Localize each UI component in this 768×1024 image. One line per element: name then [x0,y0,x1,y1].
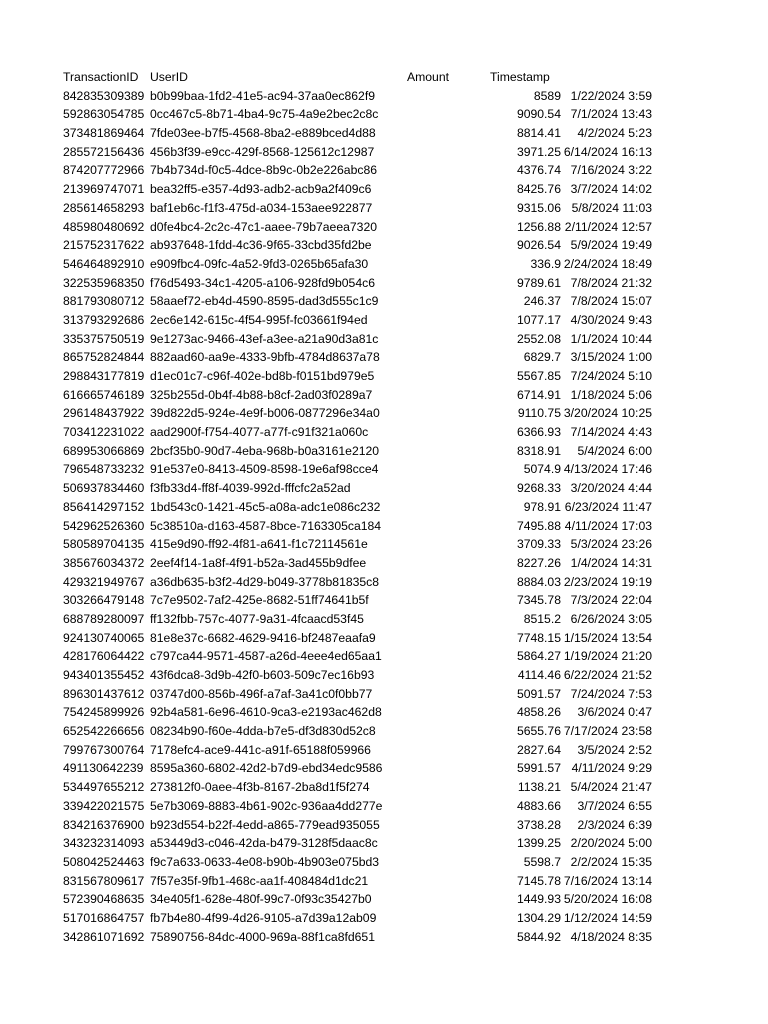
user-id-cell[interactable]: 7178efc4-ace9-441c-a91f-65188f059966 [150,742,371,757]
user-id-cell[interactable]: 325b255d-0b4f-4b88-b8cf-2ad03f0289a7 [150,387,373,402]
amount-cell[interactable]: 1449.93 [516,892,561,907]
transaction-id-cell[interactable]: 580589704135 [63,537,145,552]
amount-cell[interactable]: 3738.28 [516,817,561,832]
amount-cell[interactable]: 9789.61 [516,275,561,290]
user-id-cell[interactable]: fb7b4e80-4f99-4d26-9105-a7d39a12ab09 [150,910,377,925]
table-row [63,741,663,760]
transaction-id-cell[interactable]: 831567809617 [63,873,145,888]
user-id-cell[interactable]: ff132fbb-757c-4077-9a31-4fcaacd53f45 [150,611,364,626]
amount-cell[interactable]: 3971.25 [516,144,561,159]
transaction-id-cell[interactable]: 313793292686 [63,312,145,327]
amount-cell[interactable]: 1256.88 [516,219,561,234]
amount-cell[interactable]: 8589 [533,88,561,103]
transaction-id-cell[interactable]: 856414297152 [63,499,145,514]
transaction-id-cell[interactable]: 429321949767 [63,574,145,589]
timestamp-cell[interactable]: 1/4/2024 14:31 [570,555,652,570]
transaction-id-cell[interactable]: 343232314093 [63,836,145,851]
transaction-id-cell[interactable]: 796548733232 [63,462,145,477]
timestamp-cell[interactable]: 7/17/2024 23:58 [563,724,652,739]
table-row [63,703,663,722]
user-id-cell[interactable]: 1bd543c0-1421-45c5-a08a-adc1e086c232 [150,499,381,514]
amount-cell[interactable]: 978.91 [523,499,561,514]
transaction-id-cell[interactable]: 842835309389 [63,88,145,103]
amount-cell[interactable]: 3709.33 [516,537,561,552]
amount-cell[interactable]: 246.37 [523,294,561,309]
table-row [63,647,663,666]
amount-cell[interactable]: 6366.93 [516,425,561,440]
transaction-id-cell[interactable]: 373481869464 [63,126,145,141]
table-row [63,722,663,741]
table-row [63,199,663,218]
amount-cell[interactable]: 5091.57 [516,686,561,701]
table-row [63,404,663,423]
transaction-id-cell[interactable]: 865752824844 [63,350,145,365]
table-row [63,311,663,330]
amount-cell[interactable]: 9026.54 [516,238,561,253]
transaction-id-cell[interactable]: 874207772966 [63,163,145,178]
timestamp-cell[interactable]: 2/3/2024 6:39 [577,817,652,832]
transaction-id-cell[interactable]: 592863054785 [63,107,145,122]
header-transaction-id[interactable]: TransactionID [63,70,139,84]
timestamp-cell[interactable]: 5/9/2024 19:49 [570,238,652,253]
table-row [63,460,663,479]
timestamp-cell[interactable]: 6/22/2024 21:52 [563,668,652,682]
table-row [63,853,663,872]
amount-cell[interactable]: 5844.92 [516,929,561,944]
amount-cell[interactable]: 1304.29 [516,910,561,925]
timestamp-cell[interactable]: 5/4/2024 6:00 [577,443,652,458]
table-row [63,591,663,610]
spreadsheet [63,68,663,946]
timestamp-cell[interactable]: 3/7/2024 6:55 [577,798,652,813]
transaction-id-cell[interactable]: 834216376900 [63,817,145,832]
transaction-id-cell[interactable]: 881793080712 [63,294,145,309]
amount-cell[interactable]: 1138.21 [517,780,561,795]
timestamp-cell[interactable]: 4/18/2024 8:35 [570,929,652,944]
table-row [63,872,663,891]
amount-cell[interactable]: 4858.26 [516,705,561,720]
transaction-id-cell[interactable]: 799767300764 [63,742,145,757]
user-id-cell[interactable]: 2eef4f14-1a8f-4f91-b52a-3ad455b9dfee [150,555,367,570]
transaction-id-cell[interactable]: 703412231022 [63,425,145,440]
user-id-cell[interactable]: 2bcf35b0-90d7-4eba-968b-b0a3161e2120 [150,443,380,458]
table-row [63,236,663,255]
transaction-id-cell[interactable]: 298843177819 [63,369,145,383]
timestamp-cell[interactable]: 7/24/2024 7:53 [570,686,652,701]
transaction-id-cell[interactable]: 339422021575 [63,798,145,813]
user-id-cell[interactable]: d1ec01c7-c96f-402e-bd8b-f0151bd979e5 [150,369,375,383]
user-id-cell[interactable]: a53449d3-c046-42da-b479-3128f5daac8c [150,836,378,851]
user-id-cell[interactable]: 81e8e37c-6682-4629-9416-bf2487eaafa9 [150,630,376,645]
amount-cell[interactable]: 8814.41 [516,126,561,141]
table-row [63,554,663,573]
timestamp-cell[interactable]: 5/4/2024 21:47 [570,780,652,795]
amount-cell[interactable]: 1077.17 [516,312,561,327]
table-row [63,218,663,237]
header-user-id[interactable]: UserID [150,70,188,84]
amount-cell[interactable]: 2552.08 [516,331,561,346]
table-row [63,909,663,928]
timestamp-cell[interactable]: 1/1/2024 10:44 [570,331,652,346]
user-id-cell[interactable]: 39d822d5-924e-4e9f-b006-0877296e34a0 [150,406,380,421]
timestamp-cell[interactable]: 7/14/2024 4:43 [570,425,652,440]
table-row [63,685,663,704]
user-id-cell[interactable]: e909fbc4-09fc-4a52-9fd3-0265b65afa30 [150,256,369,271]
amount-cell[interactable]: 4114.46 [517,668,561,682]
table-row [63,535,663,554]
transaction-id-cell[interactable]: 428176064422 [63,649,145,664]
timestamp-cell[interactable]: 4/2/2024 5:23 [577,126,652,141]
table-row [63,629,663,648]
timestamp-cell[interactable]: 2/11/2024 12:57 [564,219,652,234]
transaction-id-cell[interactable]: 943401355452 [63,668,145,682]
transaction-id-cell[interactable]: 342861071692 [63,929,145,944]
transaction-id-cell[interactable]: 296148437922 [63,406,145,421]
table-row [63,180,663,199]
transaction-id-cell[interactable]: 572390468635 [63,892,145,907]
transaction-id-cell[interactable]: 491130642239 [63,761,144,776]
amount-cell[interactable]: 8884.03 [516,574,561,589]
table-row [63,255,663,274]
user-id-cell[interactable]: 08234b90-f60e-4dda-b7e5-df3d830d52c8 [150,724,376,739]
user-id-cell[interactable]: 7b4b734d-f0c5-4dce-8b9c-0b2e226abc86 [150,163,378,178]
timestamp-cell[interactable]: 5/20/2024 16:08 [563,892,652,907]
timestamp-cell[interactable]: 6/14/2024 16:13 [563,144,652,159]
amount-cell[interactable]: 9315.06 [516,200,561,215]
transaction-id-cell[interactable]: 754245899926 [63,705,145,720]
user-id-cell[interactable]: 273812f0-0aee-4f3b-8167-2ba8d1f5f274 [150,780,370,795]
amount-cell[interactable]: 8425.76 [516,182,561,197]
amount-cell[interactable]: 336.9 [530,256,561,271]
user-id-cell[interactable]: aad2900f-f754-4077-a77f-c91f321a060c [150,425,369,440]
user-id-cell[interactable]: 7c7e9502-7af2-425e-8682-51ff74641b5f [150,593,369,608]
table-row [63,87,663,106]
amount-cell[interactable]: 5655.76 [516,724,561,739]
transaction-id-cell[interactable]: 215752317622 [63,238,145,253]
user-id-cell[interactable]: f76d5493-34c1-4205-a106-928fd9b054c6 [150,275,375,290]
timestamp-cell[interactable]: 7/3/2024 22:04 [570,593,652,608]
transaction-id-cell[interactable]: 924130740065 [63,630,145,645]
timestamp-cell[interactable]: 7/16/2024 3:22 [570,163,652,178]
amount-cell[interactable]: 8318.91 [516,443,561,458]
transaction-id-cell[interactable]: 508042524463 [63,854,145,869]
transaction-id-cell[interactable]: 517016864757 [63,910,145,925]
timestamp-cell[interactable]: 7/8/2024 15:07 [570,294,652,309]
user-id-cell[interactable]: 2ec6e142-615c-4f54-995f-fc03661f94ed [150,312,368,327]
timestamp-cell[interactable]: 1/15/2024 13:54 [563,630,652,645]
user-id-cell[interactable]: 8595a360-6802-42d2-b7d9-ebd34edc9586 [150,761,383,776]
transaction-id-cell[interactable]: 485980480692 [63,219,145,234]
user-id-cell[interactable]: 456b3f39-e9cc-429f-8568-125612c12987 [150,144,375,159]
timestamp-cell[interactable]: 3/6/2024 0:47 [577,705,652,720]
amount-cell[interactable]: 9090.54 [516,107,561,122]
timestamp-cell[interactable]: 4/13/2024 17:46 [563,462,652,477]
table-row [63,816,663,835]
transaction-id-cell[interactable]: 335375750519 [63,331,145,346]
table-row [63,274,663,293]
table-row [63,423,663,442]
amount-cell[interactable]: 7495.88 [516,518,561,533]
table-row [63,161,663,180]
user-id-cell[interactable]: 7fde03ee-b7f5-4568-8ba2-e889bced4d88 [150,126,376,141]
amount-cell[interactable]: 5864.27 [516,649,561,664]
header-amount[interactable]: Amount [407,70,450,84]
timestamp-cell[interactable]: 7/16/2024 13:14 [563,873,652,888]
timestamp-cell[interactable]: 3/7/2024 14:02 [570,182,652,197]
timestamp-cell[interactable]: 7/24/2024 5:10 [570,369,652,383]
table-row [63,797,663,816]
timestamp-cell[interactable]: 1/22/2024 3:59 [570,88,652,103]
transaction-id-cell[interactable]: 896301437612 [63,686,145,701]
transaction-id-cell[interactable]: 385676034372 [63,555,145,570]
timestamp-cell[interactable]: 7/8/2024 21:32 [570,275,652,290]
table-body [63,87,663,947]
table-row [63,778,663,797]
amount-cell[interactable]: 9110.75 [517,406,561,421]
user-id-cell[interactable]: 03747d00-856b-496f-a7af-3a41c0f0bb77 [150,686,373,701]
timestamp-cell[interactable]: 6/26/2024 3:05 [570,611,652,626]
transaction-id-cell[interactable]: 303266479148 [63,593,145,608]
table-row [63,517,663,536]
table-row [63,442,663,461]
transaction-id-cell[interactable]: 652542266656 [63,724,145,739]
timestamp-cell[interactable]: 3/20/2024 4:44 [570,481,652,496]
user-id-cell[interactable]: 75890756-84dc-4000-969a-88f1ca8fd651 [150,929,375,944]
table-row [63,124,663,143]
timestamp-cell[interactable]: 4/11/2024 9:29 [571,761,652,776]
user-id-cell[interactable]: b0b99baa-1fd2-41e5-ac94-37aa0ec862f9 [150,88,375,103]
transaction-id-cell[interactable]: 506937834460 [63,481,145,496]
user-id-cell[interactable]: 415e9d90-ff92-4f81-a641-f1c72114561e [150,537,368,552]
table-row [63,143,663,162]
user-id-cell[interactable]: 7f57e35f-9fb1-468c-aa1f-408484d1dc21 [150,873,369,888]
amount-cell[interactable]: 8515.2 [523,611,561,626]
table-row [63,330,663,349]
user-id-cell[interactable]: 92b4a581-6e96-4610-9ca3-e2193ac462d8 [150,705,382,720]
timestamp-cell[interactable]: 3/5/2024 2:52 [577,742,652,757]
amount-cell[interactable]: 6829.7 [523,350,561,365]
amount-cell[interactable]: 7748.15 [516,630,561,645]
user-id-cell[interactable]: d0fe4bc4-2c2c-47c1-aaee-79b7aeea7320 [150,219,378,234]
timestamp-cell[interactable]: 3/20/2024 10:25 [563,406,652,421]
transaction-id-cell[interactable]: 688789280097 [63,611,145,626]
user-id-cell[interactable]: 9e1273ac-9466-43ef-a3ee-a21a90d3a81c [150,331,379,346]
user-id-cell[interactable]: f3fb33d4-ff8f-4039-992d-fffcfc2a52ad [150,481,351,496]
header-row [63,68,663,87]
transaction-id-cell[interactable]: 322535968350 [63,275,145,290]
transaction-id-cell[interactable]: 285614658293 [63,200,145,215]
user-id-cell[interactable]: 882aad60-aa9e-4333-9bfb-4784d8637a78 [150,350,380,365]
user-id-cell[interactable]: bea32ff5-e357-4d93-adb2-acb9a2f409c6 [150,182,372,197]
amount-cell[interactable]: 8227.26 [516,555,561,570]
amount-cell[interactable]: 4376.74 [516,163,561,178]
header-timestamp[interactable]: Timestamp [490,70,550,84]
amount-cell[interactable]: 5598.7 [523,854,561,869]
amount-cell[interactable]: 5567.85 [516,369,561,383]
table-row [63,367,663,386]
table-row [63,105,663,124]
timestamp-cell[interactable]: 1/18/2024 5:06 [570,387,652,402]
timestamp-cell[interactable]: 2/20/2024 5:00 [570,836,652,851]
transaction-id-cell[interactable]: 546464892910 [63,256,145,271]
transaction-id-cell[interactable]: 285572156436 [63,144,145,159]
timestamp-cell[interactable]: 2/2/2024 15:35 [570,854,652,869]
user-id-cell[interactable]: baf1eb6c-f1f3-475d-a034-153aee922877 [150,200,373,215]
amount-cell[interactable]: 5074.9 [523,462,561,477]
user-id-cell[interactable]: 43f6dca8-3d9b-42f0-b603-509c7ec16b93 [150,668,375,682]
user-id-cell[interactable]: 91e537e0-8413-4509-8598-19e6af98cce4 [150,462,379,477]
transaction-id-cell[interactable]: 542962526360 [63,518,145,533]
timestamp-cell[interactable]: 4/30/2024 9:43 [570,312,652,327]
timestamp-cell[interactable]: 3/15/2024 1:00 [570,350,652,365]
transaction-id-cell[interactable]: 689953066869 [63,443,145,458]
amount-cell[interactable]: 1399.25 [516,836,561,851]
table-row [63,573,663,592]
transaction-id-cell[interactable]: 213969747071 [63,182,145,197]
table-row [63,928,663,947]
timestamp-cell[interactable]: 4/11/2024 17:03 [564,518,652,533]
user-id-cell[interactable]: 58aaef72-eb4d-4590-8595-dad3d555c1c9 [150,294,379,309]
table-row [63,666,663,685]
table-row [63,610,663,629]
timestamp-cell[interactable]: 2/24/2024 18:49 [563,256,652,271]
timestamp-cell[interactable]: 5/8/2024 11:03 [571,200,652,215]
table-row [63,498,663,517]
amount-cell[interactable]: 7145.78 [516,873,561,888]
user-id-cell[interactable]: b923d554-b22f-4edd-a865-779ead935055 [150,817,380,832]
amount-cell[interactable]: 7345.78 [516,593,561,608]
timestamp-cell[interactable]: 1/19/2024 21:20 [563,649,652,664]
timestamp-cell[interactable]: 7/1/2024 13:43 [570,107,652,122]
timestamp-cell[interactable]: 2/23/2024 19:19 [563,574,652,589]
amount-cell[interactable]: 5991.57 [516,761,561,776]
table-row [63,348,663,367]
timestamp-cell[interactable]: 6/23/2024 11:47 [564,499,652,514]
transaction-id-cell[interactable]: 534497655212 [63,780,145,795]
table-row [63,292,663,311]
user-id-cell[interactable]: 5c38510a-d163-4587-8bce-7163305ca184 [150,518,382,533]
user-id-cell[interactable]: c797ca44-9571-4587-a26d-4eee4ed65aa1 [150,649,382,664]
amount-cell[interactable]: 2827.64 [516,742,561,757]
user-id-cell[interactable]: 34e405f1-628e-480f-99c7-0f93c35427b0 [150,892,372,907]
amount-cell[interactable]: 6714.91 [516,387,561,402]
transaction-id-cell[interactable]: 616665746189 [63,387,145,402]
table-row [63,834,663,853]
user-id-cell[interactable]: 0cc467c5-8b71-4ba4-9c75-4a9e2bec2c8c [150,107,379,122]
user-id-cell[interactable]: f9c7a633-0633-4e08-b90b-4b903e075bd3 [150,854,380,869]
table-row [63,759,663,778]
amount-cell[interactable]: 9268.33 [516,481,561,496]
user-id-cell[interactable]: a36db635-b3f2-4d29-b049-3778b81835c8 [150,574,380,589]
table-row [63,479,663,498]
table-row [63,890,663,909]
timestamp-cell[interactable]: 1/12/2024 14:59 [563,910,652,925]
amount-cell[interactable]: 4883.66 [516,798,561,813]
table-row [63,386,663,405]
user-id-cell[interactable]: 5e7b3069-8883-4b61-902c-936aa4dd277e [150,798,383,813]
user-id-cell[interactable]: ab937648-1fdd-4c36-9f65-33cbd35fd2be [150,238,372,253]
timestamp-cell[interactable]: 5/3/2024 23:26 [570,537,652,552]
